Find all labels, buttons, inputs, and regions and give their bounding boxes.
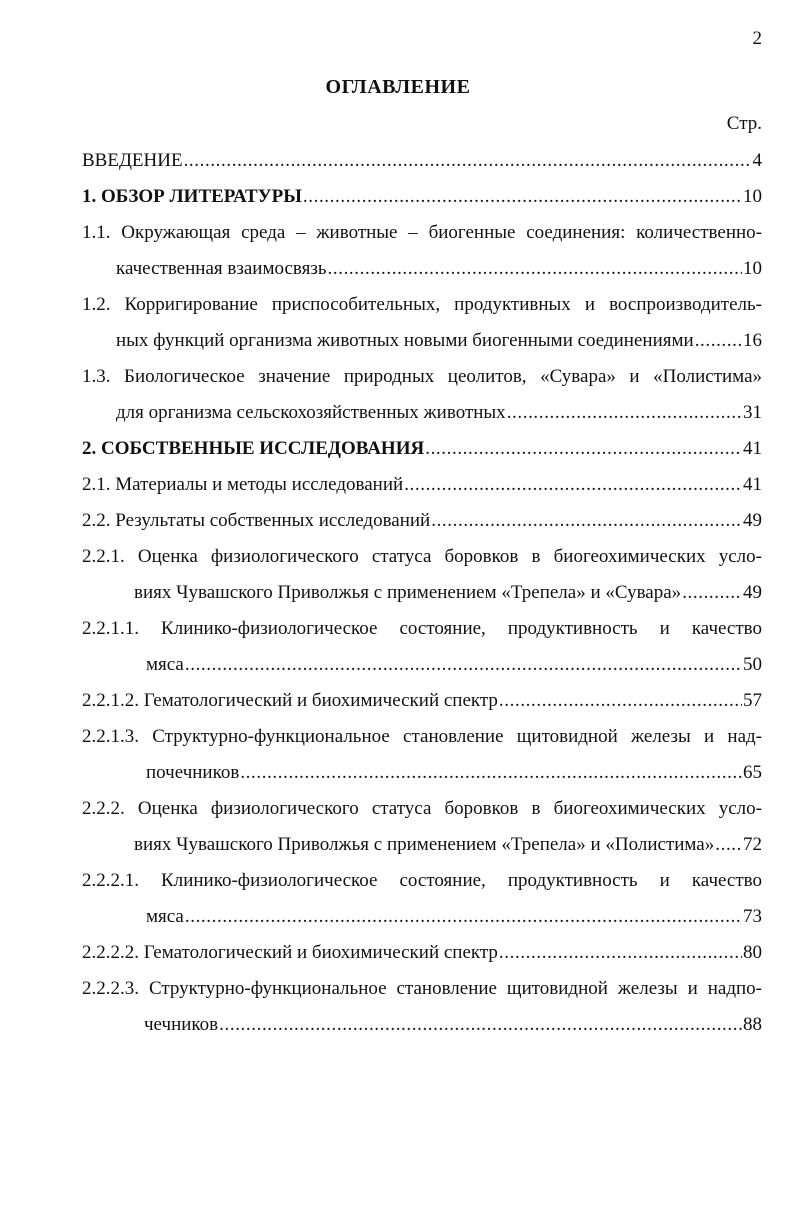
toc-entry-title: качественная взаимосвязь — [116, 258, 327, 279]
toc-entry-heading-line: 1.2. Корригирование приспособительных, продуктивных и воспроизводитель- — [82, 294, 762, 315]
dot-leader — [715, 830, 742, 860]
toc-entry-heading-line: 2.2.2.3. Структурно-функциональное становление щитовидной железы и надпо- — [82, 978, 762, 999]
dot-leader — [431, 506, 742, 536]
toc-entry[interactable] — [82, 614, 762, 686]
toc-entry-page: 41 — [743, 438, 762, 459]
toc-entry[interactable] — [82, 506, 762, 542]
page-number: 2 — [752, 28, 762, 49]
toc-entry-title: ВВЕДЕНИЕ — [82, 150, 183, 171]
toc-entry-title: чечников — [144, 1014, 219, 1035]
dot-leader — [184, 146, 752, 176]
dot-leader — [219, 1010, 742, 1040]
toc-entry-page: 49 — [743, 582, 762, 603]
toc-entry-page: 65 — [743, 762, 762, 783]
table-of-contents — [82, 146, 762, 1046]
toc-entry-page: 80 — [743, 942, 762, 963]
toc-entry-heading-line: 2.2.1.1. Клинико-физиологическое состояние, продуктивность и качество — [82, 618, 762, 639]
dot-leader — [240, 758, 742, 788]
toc-entry[interactable] — [82, 218, 762, 290]
toc-entry-heading-line: 2.2.1.3. Структурно-функциональное становление щитовидной железы и над- — [82, 726, 762, 747]
toc-entry-page: 73 — [743, 906, 762, 927]
toc-entry-heading-line: 1.1. Окружающая среда – животные – биогенные соединения: количественно- — [82, 222, 762, 243]
toc-entry-page: 57 — [743, 690, 762, 711]
dot-leader — [499, 938, 742, 968]
toc-entry-page: 88 — [743, 1014, 762, 1035]
dot-leader — [682, 578, 742, 608]
toc-entry-heading-line: 1.3. Биологическое значение природных цеолитов, «Сувара» и «Полистима» — [82, 366, 762, 387]
dot-leader — [303, 182, 742, 212]
toc-entry-title: почечников — [146, 762, 240, 783]
toc-entry[interactable] — [82, 146, 762, 182]
toc-entry[interactable] — [82, 182, 762, 218]
page-title: ОГЛАВЛЕНИЕ — [325, 76, 471, 98]
toc-entry[interactable] — [82, 686, 762, 722]
toc-entry[interactable] — [82, 938, 762, 974]
toc-entry[interactable] — [82, 794, 762, 866]
toc-entry-title: мяса — [146, 654, 184, 675]
toc-entry-heading-line: 2.2.1. Оценка физиологического статуса боровков в биогеохимических усло- — [82, 546, 762, 567]
toc-entry-title: 1. ОБЗОР ЛИТЕРАТУРЫ — [82, 186, 302, 207]
toc-entry-page: 16 — [743, 330, 762, 351]
toc-entry-page: 10 — [743, 186, 762, 207]
toc-entry-title: 2.2.1.2. Гематологический и биохимический спектр — [82, 690, 498, 711]
dot-leader — [695, 326, 742, 356]
toc-entry-title: 2. СОБСТВЕННЫЕ ИССЛЕДОВАНИЯ — [82, 438, 425, 459]
toc-entry[interactable] — [82, 362, 762, 434]
dot-leader — [425, 434, 742, 464]
toc-entry[interactable] — [82, 470, 762, 506]
toc-entry-page: 10 — [743, 258, 762, 279]
toc-entry[interactable] — [82, 434, 762, 470]
toc-entry-page: 31 — [743, 402, 762, 423]
toc-entry[interactable] — [82, 290, 762, 362]
toc-entry-page: 49 — [743, 510, 762, 531]
toc-entry-title: ных функций организма животных новыми биогенными соединениями — [116, 330, 694, 351]
toc-entry-title: виях Чувашского Приволжья с применением «Трепела» и «Сувара» — [134, 582, 682, 603]
toc-entry-title: виях Чувашского Приволжья с применением «Трепела» и «Полистима» — [134, 834, 715, 855]
toc-entry-title: 2.2.2.2. Гематологический и биохимический спектр — [82, 942, 498, 963]
toc-entry-title: 2.1. Материалы и методы исследований — [82, 474, 404, 495]
dot-leader — [507, 398, 742, 428]
toc-entry-heading-line: 2.2.2. Оценка физиологического статуса боровков в биогеохимических усло- — [82, 798, 762, 819]
dot-leader — [328, 254, 742, 284]
toc-entry[interactable] — [82, 722, 762, 794]
toc-entry-title: 2.2. Результаты собственных исследований — [82, 510, 431, 531]
toc-entry-title: для организма сельскохозяйственных животных — [116, 402, 506, 423]
toc-entry[interactable] — [82, 542, 762, 614]
dot-leader — [404, 470, 742, 500]
dot-leader — [185, 902, 742, 932]
toc-entry[interactable] — [82, 974, 762, 1046]
dot-leader — [185, 650, 742, 680]
toc-entry-title: мяса — [146, 906, 184, 927]
toc-entry-page: 72 — [743, 834, 762, 855]
toc-entry-page: 4 — [752, 150, 762, 171]
dot-leader — [499, 686, 742, 716]
page-column-label: Стр. — [726, 113, 762, 134]
toc-entry[interactable] — [82, 866, 762, 938]
toc-entry-page: 41 — [743, 474, 762, 495]
toc-entry-heading-line: 2.2.2.1. Клинико-физиологическое состояние, продуктивность и качество — [82, 870, 762, 891]
toc-entry-page: 50 — [743, 654, 762, 675]
